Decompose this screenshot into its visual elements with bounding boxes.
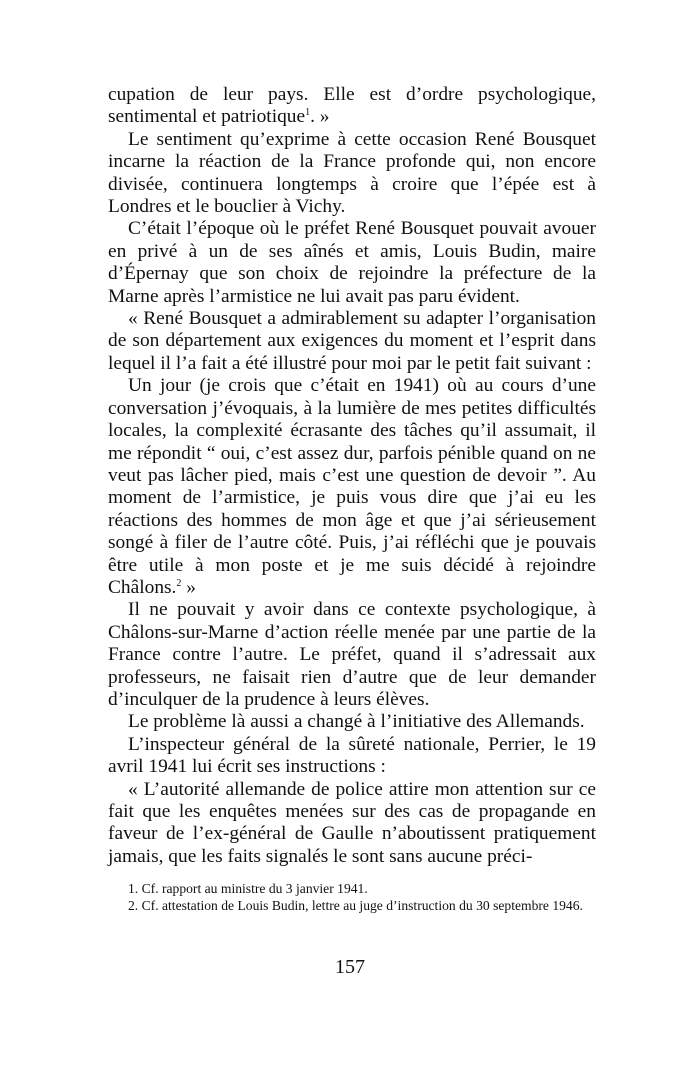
paragraph-quote: « L’autorité allemande de police attire mon attention sur ce fait que les enquêtes menées sur des cas de propagande en faveur de l’ex-général de Gaulle n’aboutissent pratiquement jamais, que les faits signalés le sont sans aucune préci-	[108, 778, 596, 867]
body-text	[108, 84, 596, 868]
paragraph-quote: « René Bousquet a admirablement su adapter l’organisation de son département aux exigences du moment et l’esprit dans lequel il l’a fait a été illustré pour moi par le petit fait suivant :	[108, 308, 596, 374]
paragraph-text-end: »	[181, 576, 196, 598]
paragraph: L’inspecteur général de la sûreté nationale, Perrier, le 19 avril 1941 lui écrit ses instructions :	[108, 733, 596, 778]
paragraph: Le sentiment qu’exprime à cette occasion René Bousquet incarne la réaction de la France profonde qui, non encore divisée, continuera longtemps à croire que l’épée est à Londres et le bouclier à Vichy.	[108, 128, 596, 218]
footnote-ref-2: 2	[176, 577, 182, 589]
paragraph-text-end: . »	[310, 106, 330, 128]
paragraph-continued	[108, 84, 596, 129]
footnotes	[108, 880, 596, 914]
page-number: 157	[335, 956, 365, 978]
paragraph-text: Un jour (je crois que c’était en 1941) où au cours d’une conversation j’évoquais, à la lumière de mes petites difficultés locales, la complexité écrasante des tâches qu’il assumait, il me répondit “ oui, c’est assez dur, parfois pénible quand on ne veut pas lâcher pied, mais c’est une question de devoir ”. Au moment de l’armistice, je puis vous dire que j’ai eu les réactions des hommes de mon âge et que j’ai sérieusement songé à filer de l’autre côté. Puis, j’ai réfléchi que je pouvais être utile à mon poste et je me suis décidé à rejoindre Châlons.	[108, 375, 596, 598]
paragraph: Le problème là aussi a changé à l’initiative des Allemands.	[128, 711, 585, 733]
paragraph: Il ne pouvait y avoir dans ce contexte psychologique, à Châlons-sur-Marne d’action réelle menée par une partie de la France contre l’autre. Le préfet, quand il s’adressait aux professeurs, ne faisait rien d’autre que de leur demander d’inculquer de la prudence à leurs élèves.	[108, 599, 596, 710]
book-page	[108, 84, 596, 914]
paragraph: C’était l’époque où le préfet René Bousquet pouvait avouer en privé à un de ses aînés et amis, Louis Budin, maire d’Épernay que son choix de rejoindre la préfecture de la Marne après l’armistice ne lui avait pas paru évident.	[108, 218, 596, 307]
footnote-ref-1: 1	[305, 107, 311, 119]
paragraph-text: cupation de leur pays. Elle est d’ordre psychologique, sentimental et patriotique	[108, 84, 596, 128]
paragraph-quote	[108, 375, 596, 599]
footnote-1: 1. Cf. rapport au ministre du 3 janvier 1941.	[128, 881, 368, 897]
footnote-2: 2. Cf. attestation de Louis Budin, lettre au juge d’instruction du 30 septembre 1946.	[128, 898, 583, 914]
